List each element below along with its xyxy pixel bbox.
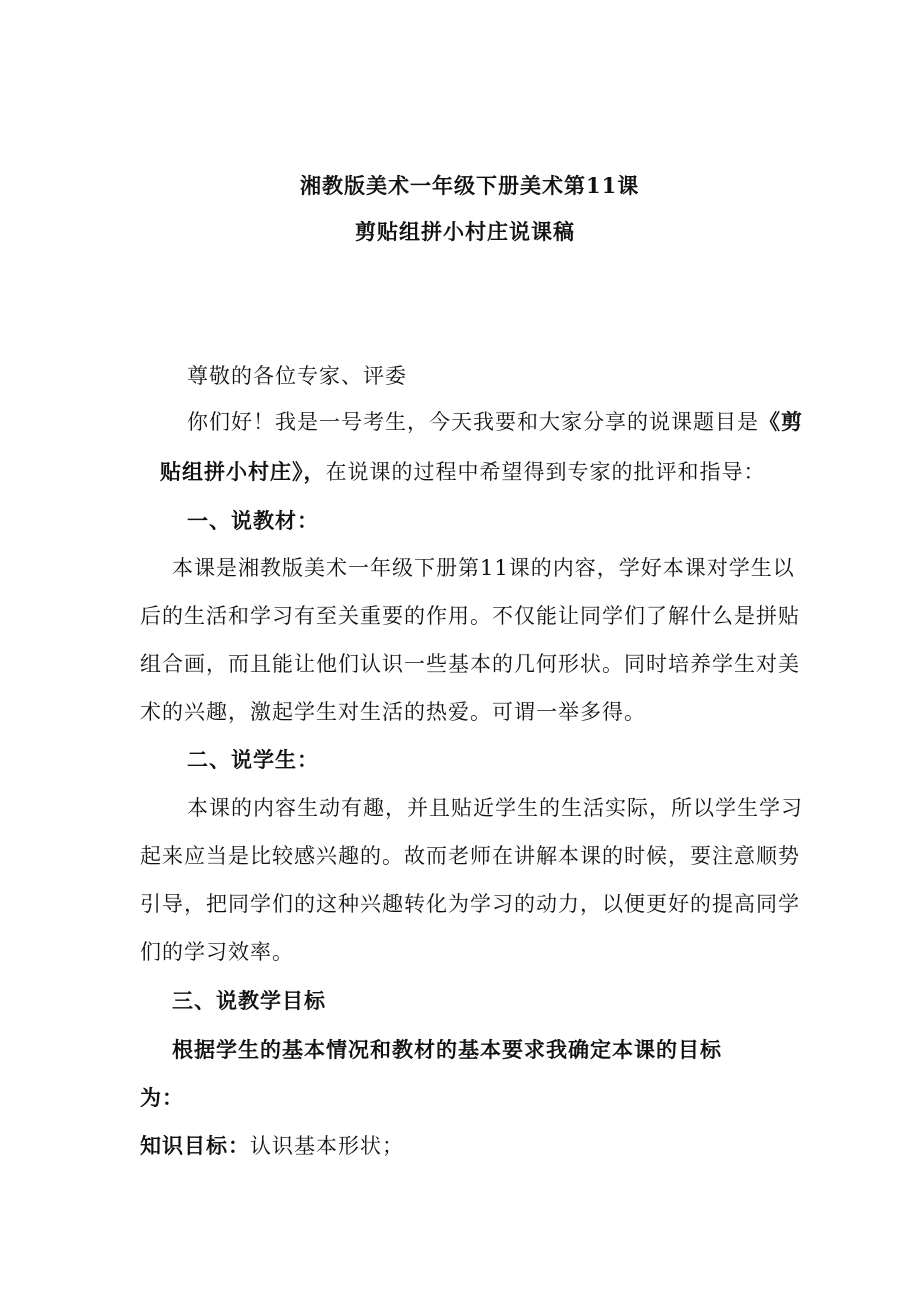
section2-line: 本课的内容生动有趣，并且贴近学生的生活实际，所以学生学习 — [187, 796, 803, 820]
section1-line: 组合画，而且能让他们认识一些基本的几何形状。同时培养学生对美 — [140, 652, 800, 676]
document-title-line2: 剪贴组拼小村庄说课稿 — [355, 219, 575, 244]
section2-line: 引导，把同学们的这种兴趣转化为学习的动力，以便更好的提高同学 — [140, 892, 800, 916]
greeting: 尊敬的各位专家、评委 — [187, 364, 407, 388]
section1-line: 本课是湘教版美术一年级下册第11课的内容，学好本课对学生以 — [172, 556, 795, 580]
objectives-intro-line1: 根据学生的基本情况和教材的基本要求我确定本课的目标 — [172, 1037, 722, 1062]
document-title-line1: 湘教版美术一年级下册美术第11课 — [300, 173, 640, 198]
intro-text-continued: 在说课的过程中希望得到专家的批评和指导： — [325, 460, 766, 484]
knowledge-objective-label: 知识目标： — [140, 1133, 250, 1158]
section2-line: 们的学习效率。 — [140, 940, 294, 964]
lesson-title-part2: 贴组拼小村庄》， — [160, 459, 326, 484]
section-heading-objectives: 三、说教学目标 — [172, 988, 326, 1013]
section-heading-students: 二、说学生： — [187, 747, 319, 772]
intro-paragraph-line2 — [160, 458, 766, 486]
section-heading-textbook: 一、说教材： — [187, 508, 319, 533]
knowledge-objective-text: 认识基本形状； — [250, 1134, 404, 1158]
knowledge-objective — [140, 1132, 404, 1160]
intro-text: 你们好！我是一号考生，今天我要和大家分享的说课题目是 — [187, 410, 759, 434]
lesson-title-part1: 《剪 — [759, 409, 803, 434]
intro-paragraph-line1 — [187, 408, 803, 436]
objectives-intro-line2: 为： — [140, 1085, 184, 1110]
section1-line: 后的生活和学习有至关重要的作用。不仅能让同学们了解什么是拼贴 — [140, 604, 800, 628]
section1-line: 术的兴趣，激起学生对生活的热爱。可谓一举多得。 — [140, 700, 646, 724]
section2-line: 起来应当是比较感兴趣的。故而老师在讲解本课的时候，要注意顺势 — [140, 844, 800, 868]
